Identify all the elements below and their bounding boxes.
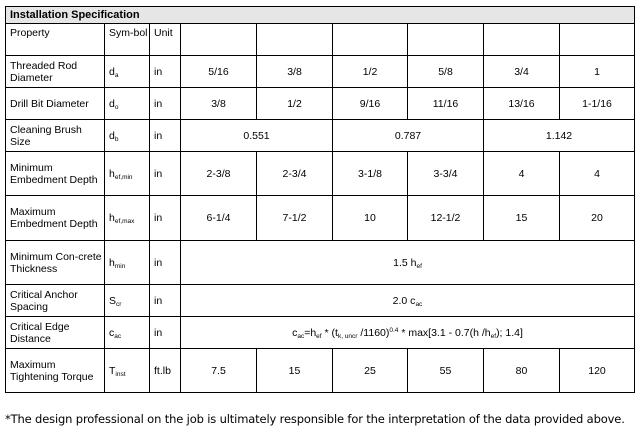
value-cell: 3-3/4 (408, 152, 484, 196)
value-cell: 25 (333, 349, 408, 393)
unit-cell: in (150, 120, 181, 152)
value-cell: 80 (484, 349, 560, 393)
symbol-cell: $d_o$ (105, 88, 150, 120)
table-row (6, 349, 635, 393)
property-cell: Maximum Embedment Depth (6, 196, 105, 241)
value-cell: 120 (560, 349, 635, 393)
header-unit: Unit (150, 24, 181, 56)
table-title: Installation Specification (6, 7, 635, 24)
value-cell: 1 (560, 56, 635, 88)
value-cell: 3/4 (484, 56, 560, 88)
symbol-cell: $h_{min}$ (105, 241, 150, 285)
symbol-cell: $c_{ac}$ (105, 317, 150, 349)
value-cell: 7.5 (181, 349, 257, 393)
value-cell: 4 (560, 152, 635, 196)
header-empty (408, 24, 484, 56)
value-cell: 1/2 (257, 88, 333, 120)
header-empty (181, 24, 257, 56)
table-row (6, 120, 635, 152)
header-empty (560, 24, 635, 56)
value-cell: 4 (484, 152, 560, 196)
value-cell: 0.551 (181, 120, 333, 152)
property-cell: Minimum Embedment Depth (6, 152, 105, 196)
symbol-cell: $d_a$ (105, 56, 150, 88)
value-cell: 9/16 (333, 88, 408, 120)
value-cell: 3/8 (257, 56, 333, 88)
value-cell: 2-3/8 (181, 152, 257, 196)
unit-cell: in (150, 88, 181, 120)
value-cell: 12-1/2 (408, 196, 484, 241)
value-cell: 11/16 (408, 88, 484, 120)
unit-cell: in (150, 241, 181, 285)
header-empty (484, 24, 560, 56)
table-title-row (6, 7, 635, 24)
value-cell: 0.787 (333, 120, 484, 152)
value-cell: 1-1/16 (560, 88, 635, 120)
unit-cell: ft.lb (150, 349, 181, 393)
value-cell: 1/2 (333, 56, 408, 88)
value-cell: 1.5 $h_{ef}$ (181, 241, 635, 285)
symbol-cell: $h_{ef,max}$ (105, 196, 150, 241)
property-cell: Drill Bit Diameter (6, 88, 105, 120)
unit-cell: in (150, 152, 181, 196)
header-property: Property (6, 24, 105, 56)
table-header-row (6, 24, 635, 56)
value-cell: 5/8 (408, 56, 484, 88)
table-row (6, 285, 635, 317)
header-symbol: Sym-bol (105, 24, 150, 56)
symbol-cell: $T_{inst}$ (105, 349, 150, 393)
value-cell: 3/8 (181, 88, 257, 120)
table-row (6, 56, 635, 88)
value-cell: 15 (484, 196, 560, 241)
value-cell: 7-1/2 (257, 196, 333, 241)
header-empty (257, 24, 333, 56)
property-cell: Cleaning Brush Size (6, 120, 105, 152)
property-cell: Critical Edge Distance (6, 317, 105, 349)
value-cell: 55 (408, 349, 484, 393)
value-cell: 3-1/8 (333, 152, 408, 196)
value-cell: 5/16 (181, 56, 257, 88)
value-cell: 1.142 (484, 120, 635, 152)
value-cell: 2-3/4 (257, 152, 333, 196)
value-cell: 6-1/4 (181, 196, 257, 241)
property-cell: Critical Anchor Spacing (6, 285, 105, 317)
unit-cell: in (150, 317, 181, 349)
symbol-cell: $S_{cr}$ (105, 285, 150, 317)
table-row (6, 152, 635, 196)
table-row (6, 88, 635, 120)
installation-spec-table (5, 6, 635, 393)
unit-cell: in (150, 285, 181, 317)
value-cell: 2.0 $c_{ac}$ (181, 285, 635, 317)
symbol-cell: $h_{ef,min}$ (105, 152, 150, 196)
value-cell: 10 (333, 196, 408, 241)
symbol-cell: $d_b$ (105, 120, 150, 152)
property-cell: Maximum Tightening Torque (6, 349, 105, 393)
table-row (6, 317, 635, 349)
footnote: *The design professional on the job is ultimately responsible for the interpretation of the data provided above. (5, 412, 625, 426)
property-cell: Minimum Con-crete Thickness (6, 241, 105, 285)
unit-cell: in (150, 196, 181, 241)
table-row (6, 196, 635, 241)
value-cell: 20 (560, 196, 635, 241)
value-cell: 15 (257, 349, 333, 393)
value-cell: 13/16 (484, 88, 560, 120)
unit-cell: in (150, 56, 181, 88)
table-row (6, 241, 635, 285)
critical-edge-formula: $c_{ac}=h_{ef} * (t_{k, uncr}$ /1160)$^{0.4}$ * max[3.1 - 0.7(h $/h_{ef}$); 1.4] (181, 317, 635, 349)
property-cell: Threaded Rod Diameter (6, 56, 105, 88)
header-empty (333, 24, 408, 56)
